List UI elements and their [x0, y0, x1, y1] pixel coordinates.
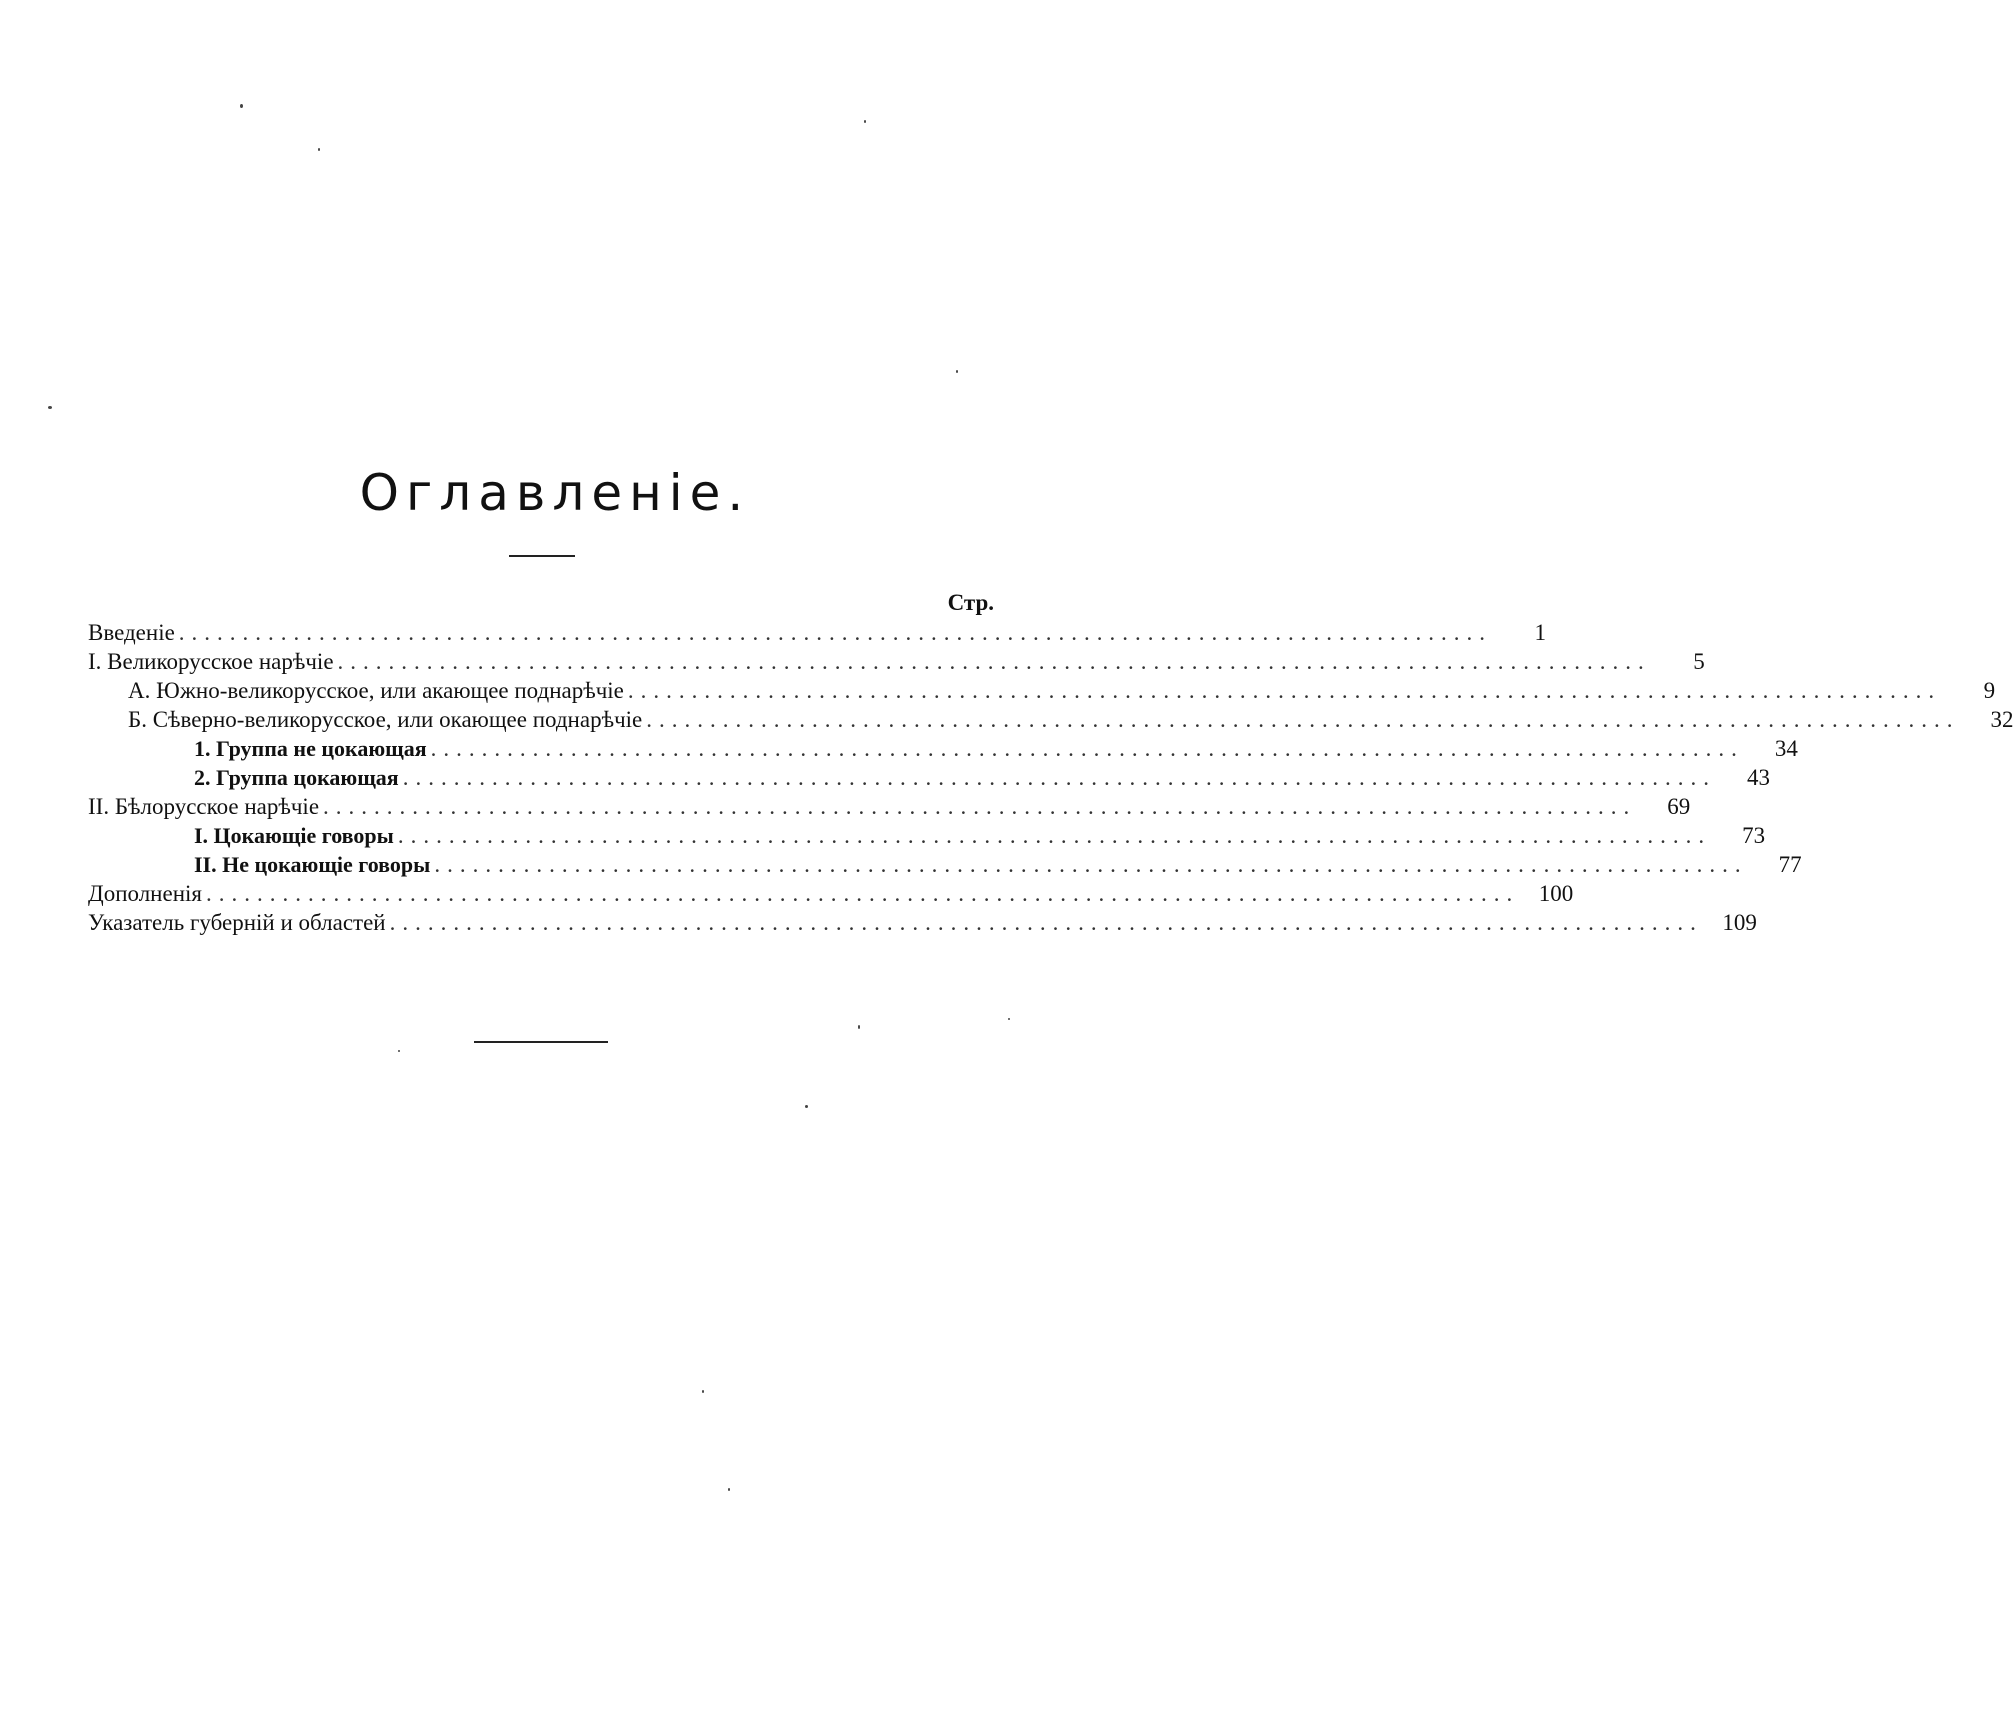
toc-entry-label: 1. Группа не цокающая	[194, 736, 427, 761]
leader-dots: .......................................................................................................	[397, 823, 1712, 848]
toc-entry[interactable]	[88, 705, 2013, 734]
toc-entry[interactable]	[88, 763, 1770, 792]
toc-entry[interactable]	[88, 850, 1802, 879]
scan-speck	[318, 148, 320, 151]
scan-speck	[728, 1488, 730, 1491]
toc-entry-page: 73	[1742, 823, 1766, 848]
leader-dots: .......................................................................................................	[337, 649, 1651, 674]
toc-entry[interactable]	[88, 676, 1996, 705]
leader-dots: .......................................................................................................	[402, 765, 1716, 790]
scan-speck	[858, 1025, 860, 1029]
toc-entry[interactable]	[88, 879, 1574, 908]
toc-entry-label: Введеніе	[88, 620, 175, 645]
leader-dots: .......................................................................................................	[434, 852, 1748, 877]
toc-entry[interactable]	[88, 734, 1798, 763]
leader-dots: .......................................................................................................	[323, 794, 1637, 819]
toc-entry-label: Указатель губерній и областей	[88, 910, 386, 935]
toc-entry-page: 5	[1693, 649, 1705, 674]
toc-entry[interactable]	[88, 821, 1766, 850]
leader-dots: .......................................................................................................	[430, 736, 1744, 761]
toc-entry-page: 69	[1667, 794, 1691, 819]
scan-speck	[864, 120, 866, 123]
toc-entry-page: 109	[1722, 910, 1757, 935]
toc-entry-label: Б. Сѣверно-великорусское, или окающее поднарѣчіе	[128, 707, 643, 732]
toc-entry-page: 32	[1990, 707, 2013, 732]
toc-entry-label: I. Великорусское нарѣчіе	[88, 649, 334, 674]
page-column-header: Стр.	[947, 590, 994, 615]
toc-entry-label: I. Цокающіе говоры	[194, 823, 394, 848]
toc-entry-label: 2. Группа цокающая	[194, 765, 399, 790]
toc-entry-label: II. Бѣлорусское нарѣчіе	[88, 794, 320, 819]
leader-dots: .......................................................................................................	[627, 678, 1942, 703]
toc-entry-label: А. Южно-великорусское, или акающее поднарѣчіе	[128, 678, 624, 703]
leader-dots: .......................................................................................................	[205, 881, 1520, 906]
toc-entry[interactable]	[88, 908, 1757, 937]
toc-entry-page: 100	[1538, 881, 1574, 906]
leader-dots: .......................................................................................................	[178, 620, 1493, 645]
scan-speck	[1008, 1018, 1010, 1020]
leader-dots: .......................................................................................................	[389, 910, 1703, 935]
scan-speck	[48, 406, 52, 409]
closing-rule	[474, 1041, 608, 1043]
title-underline	[509, 555, 575, 557]
scan-speck	[240, 104, 243, 108]
scan-speck	[956, 370, 958, 373]
toc-entry-page: 34	[1774, 736, 1798, 761]
toc-entry-page: 43	[1746, 765, 1770, 790]
scan-speck	[805, 1105, 808, 1108]
toc-entry[interactable]	[88, 618, 1547, 647]
scan-speck	[702, 1390, 704, 1393]
toc-entry-label: Дополненія	[88, 881, 202, 906]
toc-entry-page: 1	[1534, 620, 1547, 645]
toc-entry[interactable]	[88, 647, 1705, 676]
toc-entry-page: 9	[1983, 678, 1996, 703]
toc-entry-page: 77	[1778, 852, 1802, 877]
toc-entry[interactable]	[88, 792, 1691, 821]
table-of-contents	[88, 588, 2013, 937]
page-title: Оглавленіе.	[359, 464, 751, 522]
toc-entry-label: II. Не цокающіе говоры	[194, 852, 431, 877]
scan-speck	[398, 1050, 400, 1052]
leader-dots: .......................................................................................................	[646, 707, 1960, 732]
